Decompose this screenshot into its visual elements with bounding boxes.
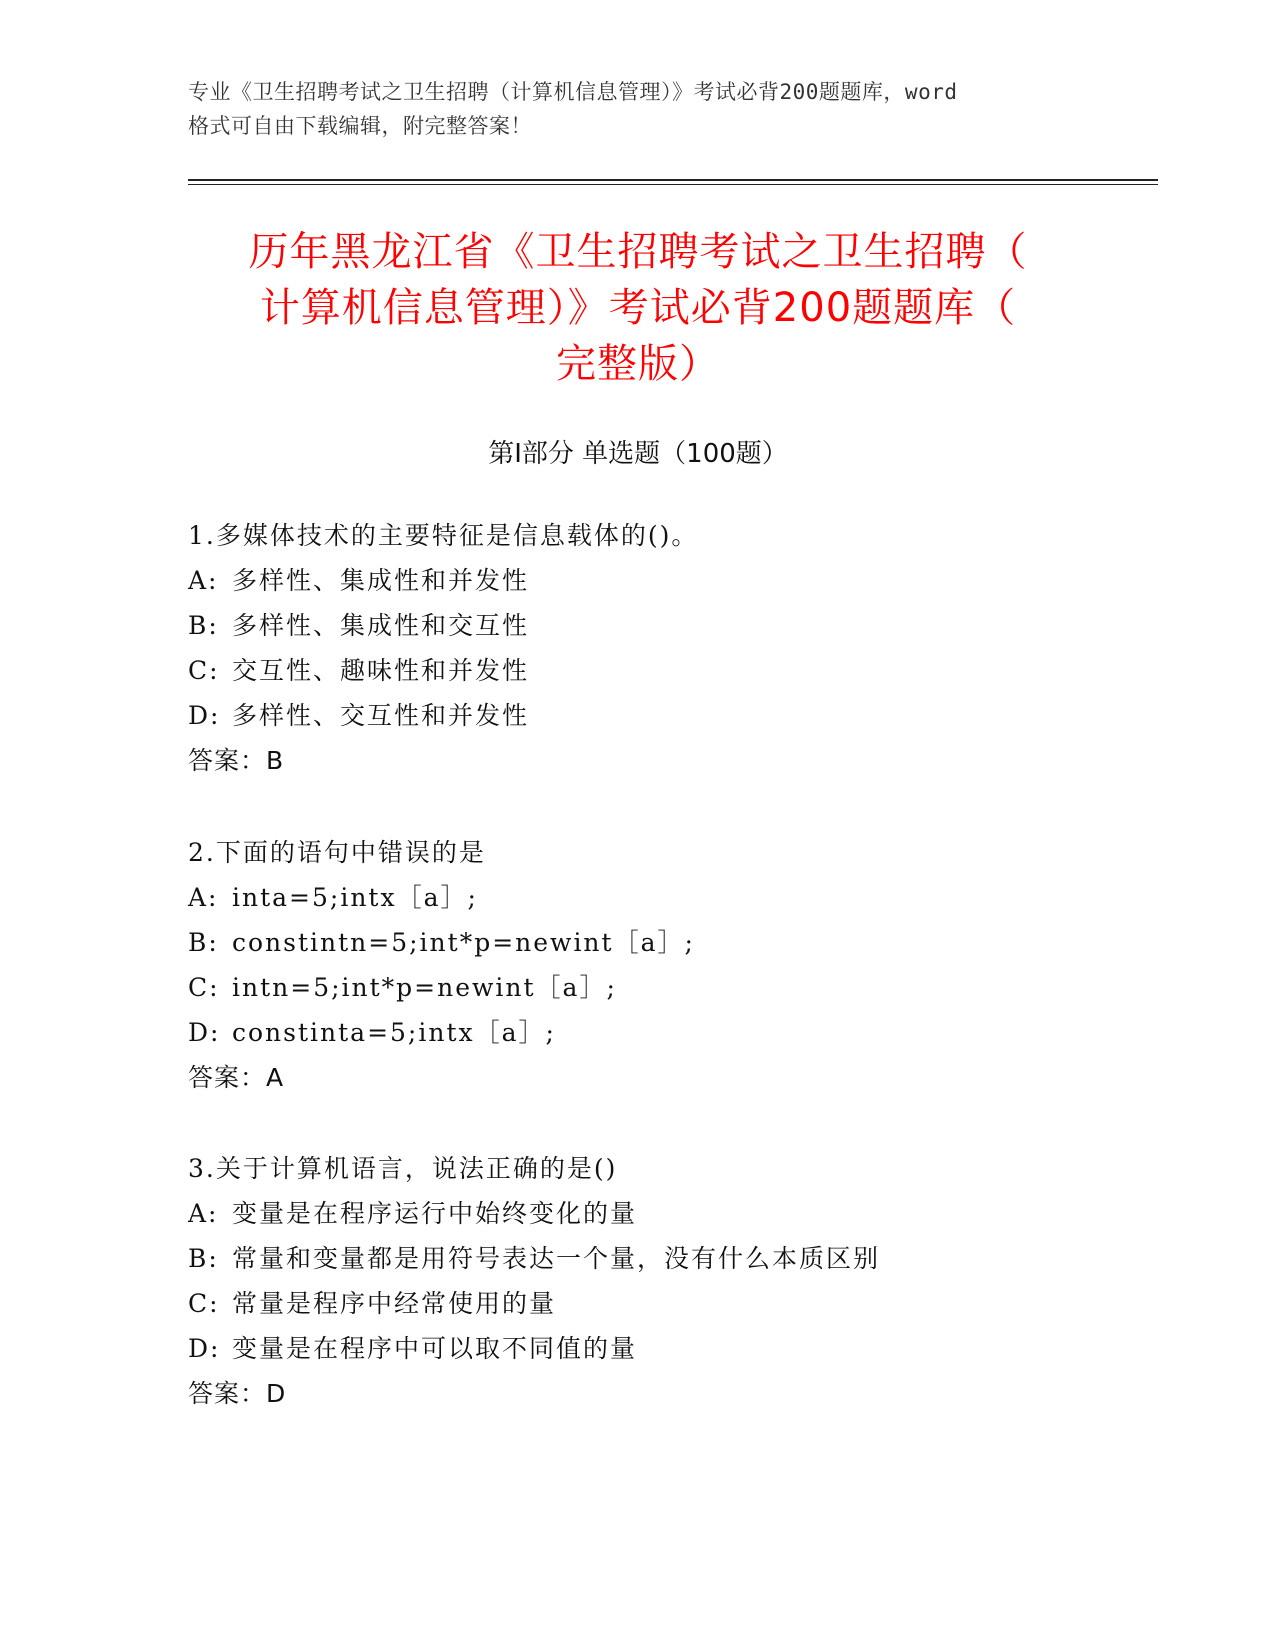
option-text: 常量和变量都是用符号表达一个量，没有什么本质区别 <box>232 1244 881 1273</box>
header-note-line-2: 格式可自由下载编辑，附完整答案！ <box>188 114 532 138</box>
option-d <box>188 1326 1188 1371</box>
option-c <box>188 965 1188 1010</box>
question-3 <box>188 1146 1188 1416</box>
answer: 答案：A <box>188 1063 285 1092</box>
option-text: 变量是在程序运行中始终变化的量 <box>232 1199 638 1228</box>
document-title-line-2: 计算机信息管理）》考试必背200题题库（ <box>259 285 1017 331</box>
option-text: 交互性、趣味性和并发性 <box>232 656 530 685</box>
header-rule-thick <box>188 179 1158 181</box>
option-text: 多样性、集成性和交互性 <box>232 611 530 640</box>
option-text: 变量是在程序中可以取不同值的量 <box>232 1334 638 1363</box>
option-key: A: <box>188 1199 219 1228</box>
question-1 <box>188 513 1188 783</box>
question-stem: 3.关于计算机语言，说法正确的是() <box>188 1154 618 1183</box>
option-key: C: <box>188 1289 220 1318</box>
option-c <box>188 648 1188 693</box>
option-b <box>188 920 1188 965</box>
option-key: B: <box>188 611 219 640</box>
option-key: A: <box>188 883 219 912</box>
question-stem: 1.多媒体技术的主要特征是信息载体的()。 <box>188 521 699 550</box>
header-note <box>188 75 1088 143</box>
question-stem: 2.下面的语句中错误的是 <box>188 838 486 867</box>
option-c <box>188 1281 1188 1326</box>
document-title-line-3: 完整版） <box>556 341 720 387</box>
option-text: constintn=5;int*p=newint［a］; <box>232 928 695 957</box>
section-heading: 第Ⅰ部分 单选题（100题） <box>488 439 788 469</box>
option-key: D: <box>188 1018 221 1047</box>
option-text: 常量是程序中经常使用的量 <box>232 1289 557 1318</box>
header-note-line-1: 专业《卫生招聘考试之卫生招聘（计算机信息管理）》考试必背200题题库，word <box>188 80 958 104</box>
option-key: A: <box>188 566 219 595</box>
option-key: D: <box>188 1334 221 1363</box>
document-title <box>188 224 1088 392</box>
option-text: inta=5;intx［a］; <box>232 883 478 912</box>
option-key: B: <box>188 928 219 957</box>
option-key: B: <box>188 1244 219 1273</box>
answer: 答案：B <box>188 746 285 775</box>
option-a <box>188 1191 1188 1236</box>
option-key: C: <box>188 973 220 1002</box>
option-text: intn=5;int*p=newint［a］; <box>232 973 617 1002</box>
option-a <box>188 875 1188 920</box>
option-d <box>188 693 1188 738</box>
header-rule-thin <box>188 184 1158 185</box>
option-text: constinta=5;intx［a］; <box>232 1018 556 1047</box>
option-text: 多样性、交互性和并发性 <box>232 701 530 730</box>
option-a <box>188 558 1188 603</box>
document-title-line-1: 历年黑龙江省《卫生招聘考试之卫生招聘（ <box>248 229 1028 275</box>
option-key: C: <box>188 656 220 685</box>
option-b <box>188 1236 1188 1281</box>
option-key: D: <box>188 701 221 730</box>
question-2 <box>188 830 1188 1100</box>
option-d <box>188 1010 1188 1055</box>
option-b <box>188 603 1188 648</box>
option-text: 多样性、集成性和并发性 <box>232 566 530 595</box>
answer: 答案：D <box>188 1379 287 1408</box>
